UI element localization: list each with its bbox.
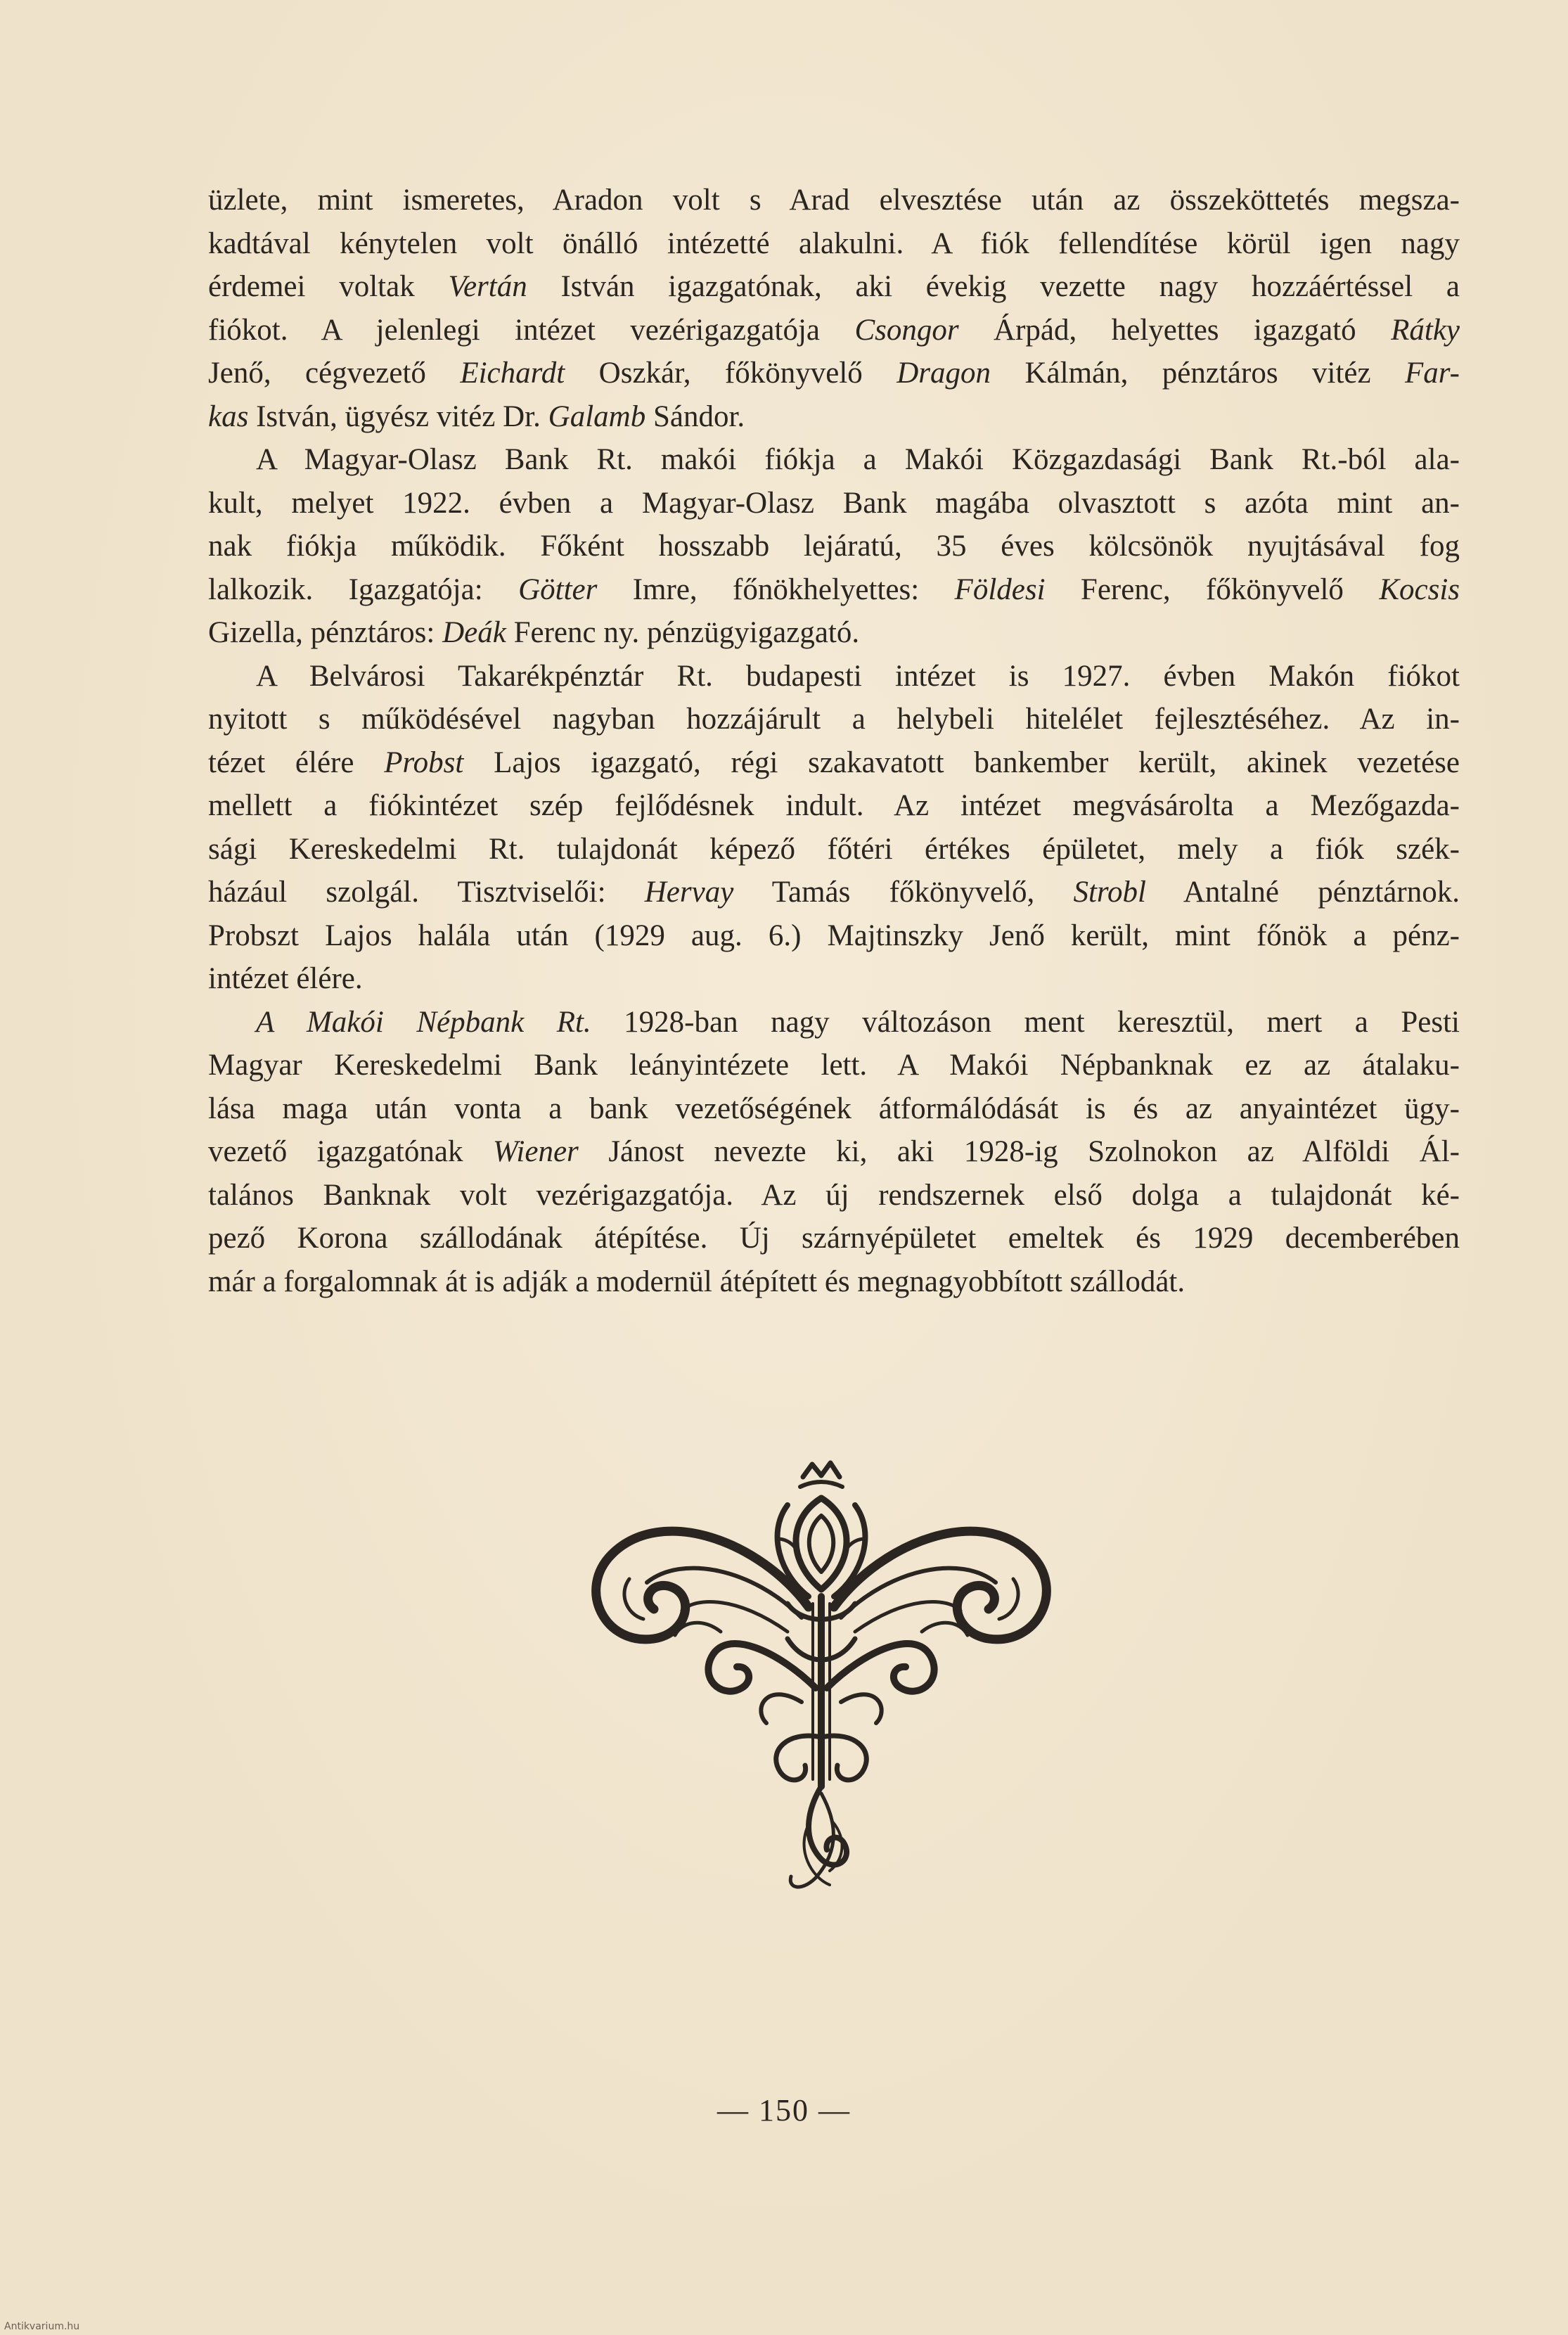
text-line: kas István, ügyész vitéz Dr. Galamb Sándor. [208, 399, 745, 433]
text-line: A Belvárosi Takarékpénztár Rt. budapesti intézet is 1927. évben Makón fiókot [256, 659, 1460, 693]
text-line: kadtával kénytelen volt önálló intézetté alakulni. A fiók fellendítése körül igen nagy [208, 226, 1460, 260]
italic-name: Eichardt [460, 357, 565, 390]
italic-name: Probst [384, 746, 464, 779]
italic-name: Far- [1405, 357, 1460, 390]
text-line: vezető igazgatónak Wiener Jánost nevezte ki, aki 1928-ig Szolnokon az Alföldi Ál- [208, 1135, 1460, 1168]
text-line: fiókot. A jelenlegi intézet vezérigazgatója Csongor Árpád, helyettes igazgató Rátky [208, 313, 1460, 347]
text-line: házául szolgál. Tisztviselői: Hervay Tamás főkönyvelő, Strobl Antalné pénztárnok. [208, 876, 1460, 909]
page-number: — 150 — [717, 2093, 851, 2128]
italic-name: Galamb [548, 399, 646, 433]
italic-name: kas [208, 399, 249, 433]
watermark-text: Antikvarium.hu [4, 2321, 80, 2332]
text-line: lása maga után vonta a bank vezetőségének átformálódását is és az anyaintézet ügy- [208, 1092, 1460, 1125]
body-text [208, 179, 1460, 1303]
ornament-vignette [577, 1456, 1069, 1920]
text-line: intézet élére. [208, 962, 363, 995]
text-line: nyitott s működésével nagyban hozzájárult a helybeli hitelélet fejlesztéséhez. Az in- [208, 703, 1460, 736]
text-line: pező Korona szállodának átépítése. Új szárnyépületet emeltek és 1929 decemberében [208, 1222, 1460, 1255]
text-line: Probszt Lajos halála után (1929 aug. 6.) Majtinszky Jenő került, mint főnök a pénz- [208, 919, 1460, 952]
text-line: A Magyar-Olasz Bank Rt. makói fiókja a Makói Közgazdasági Bank Rt.-ból ala- [256, 443, 1460, 476]
italic-name: Vertán [448, 270, 527, 303]
paragraph [208, 179, 1460, 438]
italic-name: Deák [442, 616, 506, 649]
text-line: nak fiókja működik. Főként hosszabb lejáratú, 35 éves kölcsönök nyujtásával fog [208, 530, 1460, 563]
text-line: sági Kereskedelmi Rt. tulajdonát képező főtéri értékes épületet, mely a fiók szék- [208, 832, 1460, 866]
text-line: lalkozik. Igazgatója: Götter Imre, főnökhelyettes: Földesi Ferenc, főkönyvelő Kocsis [208, 572, 1460, 606]
paragraph [208, 655, 1460, 1001]
italic-name: Földesi [954, 572, 1046, 606]
text-line: talános Banknak volt vezérigazgatója. Az új rendszernek első dolga a tulajdonát ké- [208, 1178, 1460, 1212]
italic-name: Strobl [1073, 876, 1146, 909]
italic-name: Wiener [492, 1135, 579, 1168]
paragraph [208, 1001, 1460, 1304]
text-line: már a forgalomnak át is adják a modernül átépített és megnagyobbított szállodát. [208, 1265, 1185, 1298]
paragraph [208, 438, 1460, 655]
italic-name: Dragon [897, 357, 991, 390]
italic-name: Rátky [1391, 313, 1460, 347]
italic-name: A Makói Népbank Rt. [256, 1005, 591, 1039]
italic-name: Kocsis [1379, 572, 1460, 606]
text-line: érdemei voltak Vertán István igazgatónak, aki évekig vezette nagy hozzáértéssel a [208, 270, 1460, 303]
text-line: mellett a fiókintézet szép fejlődésnek indult. Az intézet megvásárolta a Mezőgazda- [208, 789, 1460, 822]
italic-name: Götter [518, 572, 598, 606]
text-line: kult, melyet 1922. évben a Magyar-Olasz Bank magába olvasztott s azóta mint an- [208, 486, 1460, 520]
italic-name: Csongor [854, 313, 959, 347]
text-line: A Makói Népbank Rt. 1928-ban nagy változáson ment keresztül, mert a Pesti [256, 1005, 1460, 1039]
text-line: Jenő, cégvezető Eichardt Oszkár, főkönyvelő Dragon Kálmán, pénztáros vitéz Far- [208, 357, 1460, 390]
text-line: Magyar Kereskedelmi Bank leányintézete lett. A Makói Népbanknak ez az átalaku- [208, 1049, 1460, 1082]
text-line: tézet élére Probst Lajos igazgató, régi szakavatott bankember került, akinek vezetése [208, 746, 1460, 779]
text-line: Gizella, pénztáros: Deák Ferenc ny. pénzügyigazgató. [208, 616, 860, 649]
italic-name: Hervay [644, 876, 734, 909]
text-line: üzlete, mint ismeretes, Aradon volt s Arad elvesztése után az összeköttetés megsza- [208, 184, 1460, 217]
